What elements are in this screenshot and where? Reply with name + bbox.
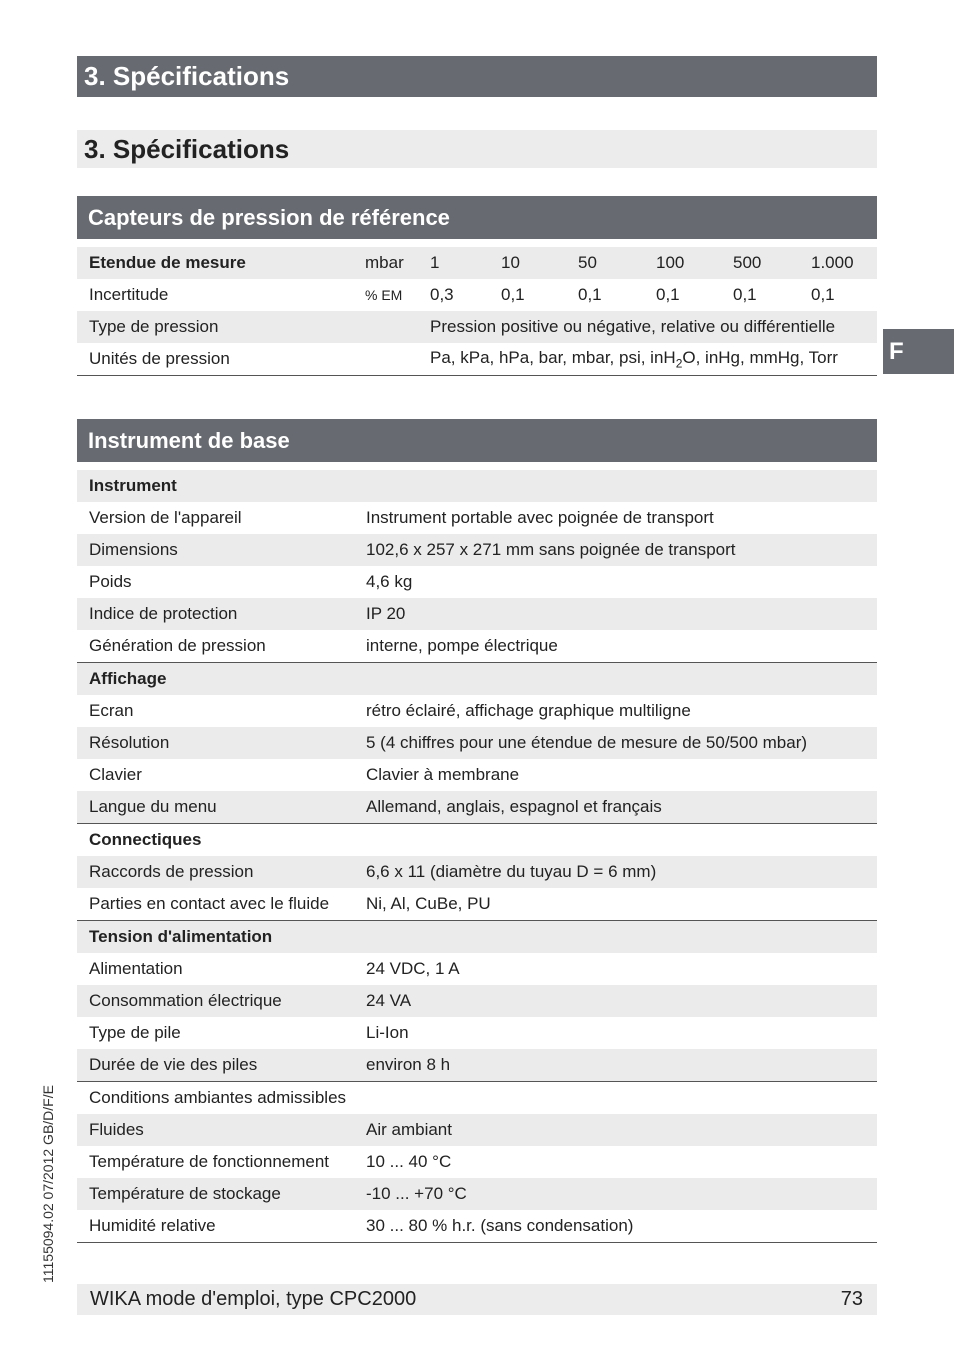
- row-value: 6,6 x 11 (diamètre du tuyau D = 6 mm): [366, 856, 877, 888]
- base-header: [77, 419, 877, 462]
- row-value: -10 ... +70 °C: [366, 1178, 877, 1210]
- row-value: Clavier à membrane: [366, 765, 520, 784]
- page-number: 73: [840, 1288, 863, 1310]
- range-value: 100: [656, 247, 733, 279]
- footer-title: WIKA mode d'emploi, type CPC2000: [90, 1288, 417, 1310]
- row-label: Résolution: [77, 727, 366, 759]
- row-value: 4,6 kg: [366, 572, 413, 591]
- row-value: 24 VDC, 1 A: [366, 959, 460, 978]
- row-label: Alimentation: [89, 959, 183, 978]
- table-row: [77, 695, 877, 727]
- range-value: 50: [578, 247, 656, 279]
- row-label: Température de stockage: [77, 1178, 366, 1210]
- row-label: Humidité relative: [77, 1210, 366, 1243]
- row-value: Allemand, anglais, espagnol et français: [366, 791, 877, 824]
- table-row: [77, 759, 877, 791]
- group-header-row: [77, 663, 877, 696]
- row-label: Ecran: [89, 701, 134, 720]
- table-row: [77, 1178, 877, 1210]
- row-unit: % EM: [365, 287, 403, 303]
- table-row: [77, 727, 877, 759]
- sensors-table: [77, 247, 877, 376]
- row-label: Tension d'alimentation: [77, 921, 877, 954]
- row-value: rétro éclairé, affichage graphique multiligne: [366, 701, 691, 720]
- range-value: 10: [501, 247, 578, 279]
- table-row: [77, 534, 877, 566]
- table-row: [77, 1210, 877, 1243]
- language-tab: [883, 329, 954, 374]
- document-code: 11155094.02 07/2012 GB/D/F/E: [40, 1085, 56, 1283]
- row-value: 102,6 x 257 x 271 mm sans poignée de transport: [366, 534, 877, 566]
- table-row: [77, 856, 877, 888]
- section-title: 3. Spécifications: [84, 133, 290, 164]
- row-label: Raccords de pression: [77, 856, 366, 888]
- group-header-row: [77, 470, 877, 502]
- sensors-row-pressure-type: [77, 311, 877, 343]
- row-value: Instrument portable avec poignée de transport: [366, 508, 714, 527]
- sensors-header: [77, 196, 877, 239]
- row-label: Type de pile: [89, 1023, 181, 1042]
- table-row: [77, 1114, 877, 1146]
- row-label: Température de fonctionnement: [89, 1152, 330, 1171]
- table-row: [77, 888, 877, 921]
- table-row: [77, 566, 877, 598]
- range-value: 500: [733, 247, 811, 279]
- sensors-row-uncertainty: [77, 279, 877, 311]
- table-row: [77, 1049, 877, 1082]
- top-section-title: 3. Spécifications: [84, 61, 290, 91]
- sensors-title: Capteurs de pression de référence: [88, 204, 450, 230]
- row-value: Pa, kPa, hPa, bar, mbar, psi, inH$_2$O, inHg, mmHg, Torr: [430, 343, 877, 376]
- table-row: [77, 598, 877, 630]
- row-value: Air ambiant: [366, 1114, 877, 1146]
- row-value: environ 8 h: [366, 1049, 877, 1082]
- table-row: [77, 791, 877, 824]
- row-value: IP 20: [366, 598, 877, 630]
- uncertainty-value: 0,3: [430, 285, 454, 304]
- row-label: Etendue de mesure: [77, 247, 365, 279]
- language-tab-label: F: [889, 337, 904, 365]
- row-label: Durée de vie des piles: [77, 1049, 366, 1082]
- row-label: Conditions ambiantes admissibles: [77, 1082, 877, 1115]
- row-label: Connectiques: [77, 824, 877, 857]
- row-label: Clavier: [89, 765, 142, 784]
- row-value: 30 ... 80 % h.r. (sans condensation): [366, 1210, 877, 1243]
- row-value: 5 (4 chiffres pour une étendue de mesure de 50/500 mbar): [366, 727, 877, 759]
- group-header-row: [77, 921, 877, 954]
- row-label: Génération de pression: [89, 636, 266, 655]
- row-value: 10 ... 40 °C: [366, 1152, 452, 1171]
- uncertainty-value: 0,1: [656, 285, 680, 304]
- row-label: Type de pression: [77, 311, 365, 343]
- uncertainty-value: 0,1: [501, 285, 525, 304]
- row-value: Pression positive ou négative, relative ou différentielle: [430, 311, 877, 343]
- top-section-header: [77, 56, 877, 97]
- range-value: 1: [430, 247, 501, 279]
- table-row: [77, 630, 877, 663]
- row-label: Instrument: [77, 470, 877, 502]
- row-label: Incertitude: [89, 285, 169, 304]
- table-row: [77, 953, 877, 985]
- row-label: Poids: [89, 572, 132, 591]
- row-label: Consommation électrique: [77, 985, 366, 1017]
- row-value: Ni, Al, CuBe, PU: [366, 894, 491, 913]
- uncertainty-value: 0,1: [578, 285, 602, 304]
- row-label: Fluides: [77, 1114, 366, 1146]
- group-header-row: [77, 824, 877, 857]
- row-label: Parties en contact avec le fluide: [89, 894, 330, 913]
- row-unit: mbar: [365, 247, 430, 279]
- page-footer: [77, 1284, 877, 1315]
- sensors-row-range: [77, 247, 877, 279]
- section-header: [77, 130, 877, 168]
- sensors-row-pressure-units: [77, 343, 877, 376]
- table-row: [77, 502, 877, 534]
- range-value: 1.000: [811, 247, 877, 279]
- base-table: [77, 470, 877, 1243]
- row-label: Unités de pression: [77, 343, 365, 376]
- row-label: Dimensions: [77, 534, 366, 566]
- row-label: Affichage: [77, 663, 877, 696]
- row-label: Version de l'appareil: [89, 508, 242, 527]
- row-value: Li-Ion: [366, 1023, 409, 1042]
- row-label: Indice de protection: [77, 598, 366, 630]
- uncertainty-value: 0,1: [811, 285, 835, 304]
- uncertainty-value: 0,1: [733, 285, 757, 304]
- base-title: Instrument de base: [88, 427, 290, 453]
- row-value: 24 VA: [366, 985, 877, 1017]
- table-row: [77, 1146, 877, 1178]
- table-row: [77, 1017, 877, 1049]
- group-header-row: [77, 1082, 877, 1115]
- row-value: interne, pompe électrique: [366, 636, 558, 655]
- row-label: Langue du menu: [77, 791, 366, 824]
- table-row: [77, 985, 877, 1017]
